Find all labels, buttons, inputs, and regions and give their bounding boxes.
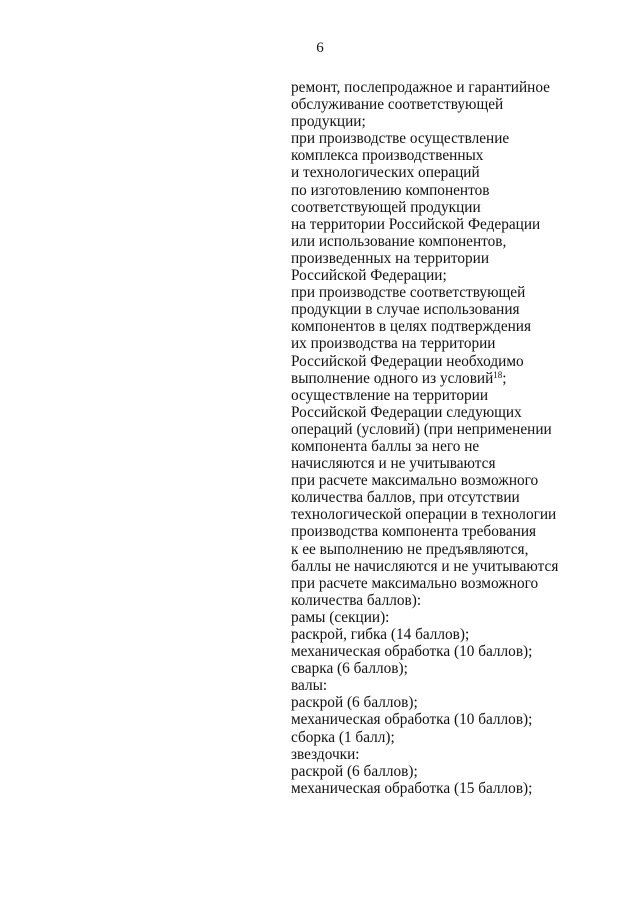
text-line — [291, 643, 631, 660]
text-line — [291, 592, 631, 609]
text-line — [291, 130, 631, 147]
text-line — [291, 421, 631, 438]
text-line-content: осуществление на территории — [291, 386, 489, 404]
text-line — [291, 558, 631, 575]
text-line — [291, 335, 631, 352]
footnote-reference[interactable]: 18 — [493, 369, 503, 380]
text-line-content: раскрой, гибка (14 баллов); — [291, 626, 470, 643]
text-line-content: и технологических операций — [291, 164, 480, 182]
text-line — [291, 199, 631, 216]
text-line — [291, 301, 631, 318]
text-line-content: на территории Российской Федерации — [291, 215, 541, 233]
text-line — [291, 250, 631, 267]
text-line-content: соответствующей продукции — [291, 198, 481, 216]
text-line — [291, 79, 631, 96]
text-line — [291, 626, 631, 643]
text-line-content: компонентов в целях подтверждения — [291, 318, 532, 336]
text-line — [291, 113, 631, 130]
text-line-content: механическая обработка (15 баллов); — [291, 779, 533, 797]
text-line — [291, 780, 631, 797]
text-line — [291, 660, 631, 677]
text-line-content: производства компонента требования — [291, 523, 537, 541]
text-line — [291, 506, 631, 523]
text-line — [291, 489, 631, 506]
text-line — [291, 353, 631, 370]
text-line-content: механическая обработка (10 баллов); — [291, 711, 533, 729]
text-line-content: Российской Федерации необходимо — [291, 352, 524, 370]
text-line-content: при производстве соответствующей — [291, 284, 526, 302]
text-line-content: ремонт, послепродажное и гарантийное — [291, 79, 550, 96]
text-line-content: произведенных на территории — [291, 249, 490, 267]
text-line-content: к ее выполнению не предъявляются, — [291, 540, 529, 558]
text-line-content: комплекса производственных — [291, 147, 484, 165]
text-line-content: Российской Федерации следующих — [291, 403, 522, 421]
text-line — [291, 370, 631, 387]
text-line-content: продукции; — [291, 113, 366, 131]
text-line-content: начисляются и не учитываются — [291, 455, 496, 473]
text-line-content: при расчете максимально возможного — [291, 574, 539, 592]
text-line — [291, 438, 631, 455]
text-line — [291, 182, 631, 199]
text-line — [291, 523, 631, 540]
text-line-content: раскрой (6 баллов); — [291, 694, 418, 712]
text-line — [291, 233, 631, 250]
text-line — [291, 609, 631, 626]
text-line-content: обслуживание соответствующей — [291, 96, 504, 114]
text-line — [291, 541, 631, 558]
text-line-content: по изготовлению компонентов — [291, 181, 490, 199]
text-line — [291, 267, 631, 284]
text-line-content: количества баллов, при отсутствии — [291, 489, 520, 507]
text-line-content: валы: — [291, 677, 328, 695]
text-line-content: сварка (6 баллов); — [291, 660, 408, 678]
document-text-block — [291, 79, 631, 797]
text-line — [291, 96, 631, 113]
text-line-content: их производства на территории — [291, 335, 496, 353]
text-line — [291, 455, 631, 472]
text-line — [291, 147, 631, 164]
text-line-content: при расчете максимально возможного — [291, 472, 539, 490]
text-line-content: компонента баллы за него не — [291, 437, 480, 455]
text-line-content: количества баллов): — [291, 591, 422, 609]
text-line-content: баллы не начисляются и не учитываются — [291, 557, 559, 575]
text-line — [291, 746, 631, 763]
text-line — [291, 575, 631, 592]
text-line-content: продукции в случае использования — [291, 301, 520, 319]
page-number: 6 — [316, 40, 324, 56]
text-line — [291, 711, 631, 728]
text-line-content: технологической операции в технологии — [291, 506, 557, 524]
text-line-content: Российской Федерации; — [291, 267, 447, 285]
text-line-content: рамы (секции): — [291, 608, 390, 626]
text-line-suffix: ; — [502, 369, 507, 387]
text-line — [291, 404, 631, 421]
text-line — [291, 284, 631, 301]
text-line-content: операций (условий) (при неприменении — [291, 420, 552, 438]
text-line-content: сборка (1 балл); — [291, 728, 395, 746]
text-line — [291, 318, 631, 335]
text-line-content: выполнение одного из условий — [291, 369, 494, 387]
text-line — [291, 677, 631, 694]
text-line-content: при производстве осуществление — [291, 130, 510, 148]
text-line — [291, 729, 631, 746]
text-line-content: звездочки: — [291, 745, 360, 763]
text-line — [291, 472, 631, 489]
text-line-content: раскрой (6 баллов); — [291, 762, 418, 780]
text-line — [291, 694, 631, 711]
text-line — [291, 216, 631, 233]
text-line — [291, 164, 631, 181]
text-line — [291, 763, 631, 780]
text-line-content: или использование компонентов, — [291, 232, 507, 250]
text-line-content: механическая обработка (10 баллов); — [291, 643, 533, 661]
text-line — [291, 387, 631, 404]
